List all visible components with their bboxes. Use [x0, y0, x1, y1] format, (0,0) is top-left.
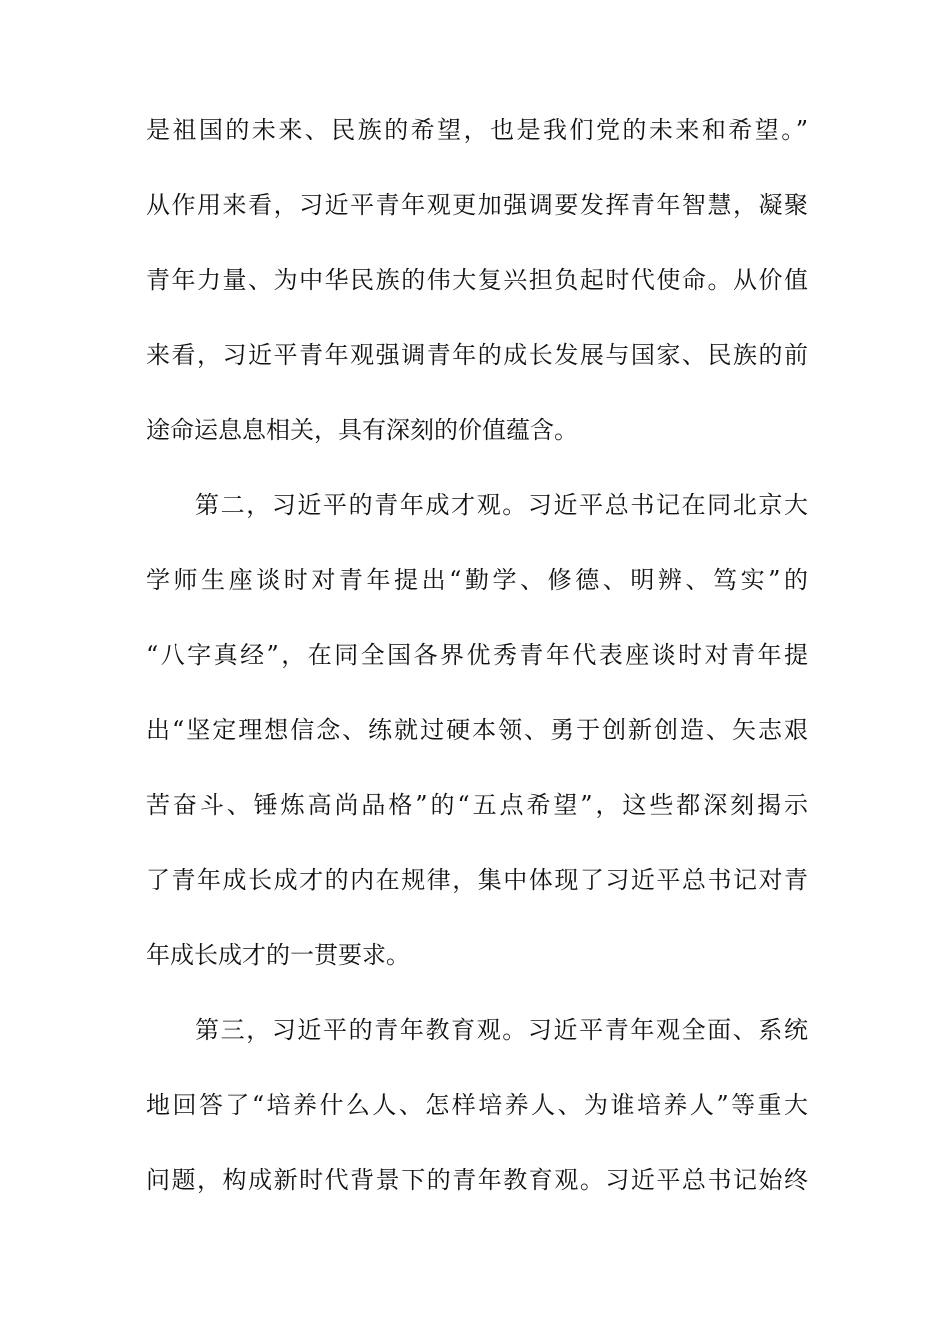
text-line: 出“坚定理想信念、练就过硬本领、勇于创新创造、矢志艰 — [146, 716, 808, 744]
text-line: 青年力量、为中华民族的伟大复兴担负起时代使命。从价值 — [146, 266, 808, 294]
text-line: 苦奋斗、锤炼高尚品格”的“五点希望”，这些都深刻揭示 — [146, 791, 808, 819]
text-line: 地回答了“培养什么人、怎样培养人、为谁培养人”等重大 — [146, 1091, 808, 1119]
text-line: 问题，构成新时代背景下的青年教育观。习近平总书记始终 — [146, 1166, 808, 1194]
paragraph-start-line: 第三，习近平的青年教育观。习近平青年观全面、系统 — [195, 1016, 808, 1044]
text-line: 途命运息息相关，具有深刻的价值蕴含。 — [146, 416, 578, 444]
text-line: 了青年成长成才的内在规律，集中体现了习近平总书记对青 — [146, 866, 808, 894]
text-line: 来看，习近平青年观强调青年的成长发展与国家、民族的前 — [146, 341, 808, 369]
text-line: 年成长成才的一贯要求。 — [146, 941, 410, 969]
text-line: 从作用来看，习近平青年观更加强调要发挥青年智慧，凝聚 — [146, 191, 808, 219]
text-line: 是祖国的未来、民族的希望，也是我们党的未来和希望。” — [146, 116, 808, 144]
text-line: “八字真经”，在同全国各界优秀青年代表座谈时对青年提 — [146, 641, 808, 669]
text-line: 学师生座谈时对青年提出“勤学、修德、明辨、笃实”的 — [146, 566, 808, 594]
paragraph-start-line: 第二，习近平的青年成才观。习近平总书记在同北京大 — [195, 491, 808, 519]
